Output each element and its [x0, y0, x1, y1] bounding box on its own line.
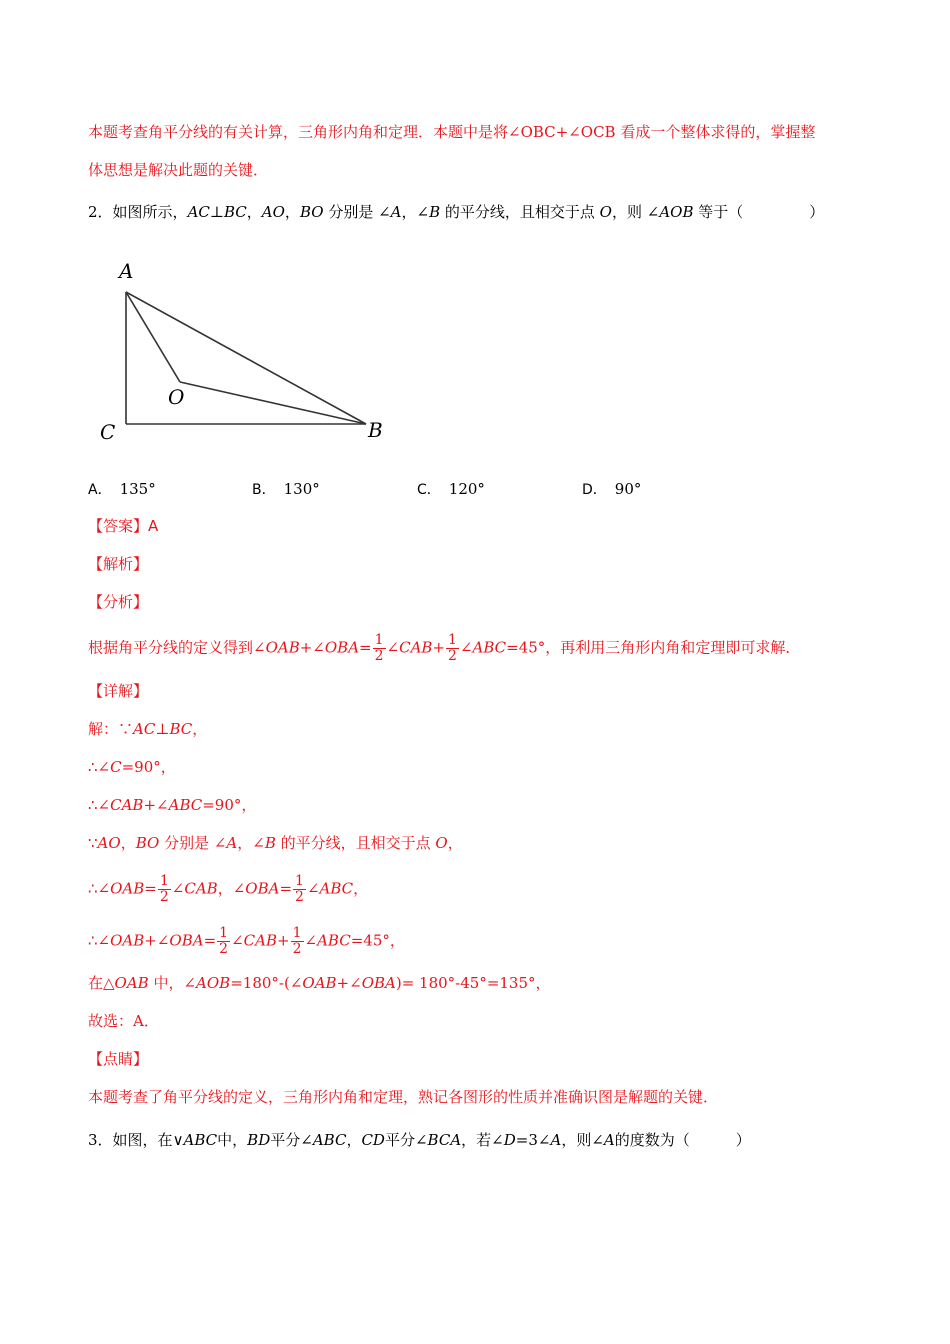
- step-text: ∠: [306, 879, 320, 898]
- step-text: +∠: [143, 796, 169, 814]
- q2-math: AC: [187, 203, 210, 221]
- fenxi-text: =: [359, 638, 372, 657]
- q2-math: B: [429, 203, 441, 221]
- fraction-denominator: 2: [219, 941, 229, 957]
- q2-text: 等于（: [693, 203, 744, 221]
- step-text: =: [279, 879, 293, 898]
- q3-text: ）: [735, 1131, 751, 1149]
- answer-line: [88, 515, 868, 537]
- step-8: [88, 1010, 868, 1032]
- review-tag: [88, 1048, 868, 1070]
- q3-text: 平分∠: [270, 1131, 313, 1149]
- fraction-denominator: 2: [448, 648, 457, 664]
- summary-text-2: 体思想是解决此题的关键．: [88, 161, 269, 179]
- option-b[interactable]: [252, 478, 320, 501]
- step-text: ，∠: [237, 834, 265, 852]
- question-2: [88, 201, 868, 223]
- step-math: CAB: [243, 931, 277, 950]
- q2-math: O: [599, 203, 612, 221]
- q2-text: 的平分线，且相交于点: [440, 203, 600, 221]
- fraction-numerator: 1: [159, 873, 169, 889]
- step-7: [88, 972, 868, 994]
- fraction-numerator: 1: [448, 632, 457, 648]
- step-math: OBA: [169, 931, 204, 950]
- fenxi-math: OBA: [324, 638, 360, 657]
- fraction-denominator: 2: [295, 889, 304, 905]
- fenxi-tag-text: 【分析】: [88, 593, 149, 611]
- step-math: OAB: [302, 974, 337, 992]
- step-text: ，: [192, 720, 208, 738]
- step-math: AO: [97, 834, 121, 852]
- step-text: 分别是 ∠: [159, 834, 227, 852]
- q3-math: ABC: [312, 1131, 347, 1149]
- step-text: ∴∠: [88, 758, 111, 776]
- fraction: [217, 926, 230, 957]
- q3-text: ，则∠: [561, 1131, 604, 1149]
- step-math: OAB: [110, 931, 145, 950]
- step-math: CAB: [184, 879, 218, 898]
- fenxi-text: ∠: [459, 638, 473, 657]
- analysis-tag-text: 【解析】: [88, 555, 149, 573]
- question-3: [88, 1129, 868, 1151]
- fraction: [293, 874, 306, 905]
- step-text: =: [144, 879, 157, 898]
- q2-math: A: [390, 203, 402, 221]
- step-text: ，: [120, 834, 136, 852]
- step-text: ∴∠: [88, 879, 111, 898]
- q2-text: ，则 ∠: [611, 203, 660, 221]
- step-6: [88, 926, 868, 957]
- step-math: ABC: [319, 879, 354, 898]
- option-value: 130°: [283, 480, 320, 498]
- fenxi-line: [88, 633, 868, 664]
- step-text: ，: [353, 879, 369, 898]
- q2-text: ，: [284, 203, 300, 221]
- step-text: 故选：A．: [88, 1012, 159, 1030]
- step-text: +∠: [336, 974, 362, 992]
- label-a: A: [119, 259, 134, 283]
- option-d[interactable]: [582, 478, 641, 501]
- option-value: 120°: [448, 480, 485, 498]
- label-o: O: [168, 385, 185, 409]
- answer-tag: 【答案】: [88, 517, 149, 535]
- step-math: C: [110, 758, 122, 776]
- option-value: 90°: [614, 480, 642, 498]
- q3-text: ，: [346, 1131, 362, 1149]
- step-math: BO: [135, 834, 160, 852]
- q2-math: AOB: [659, 203, 694, 221]
- option-key: C．: [417, 482, 441, 498]
- q2-text: 如图所示，: [112, 203, 188, 221]
- q2-math: BC: [223, 203, 247, 221]
- q2-text: ，∠: [401, 203, 430, 221]
- step-text: ∴∠: [88, 796, 111, 814]
- q2-text: ）: [809, 203, 825, 221]
- step-text: =90°，: [202, 796, 257, 814]
- segment-ao: [126, 292, 180, 382]
- label-b: B: [368, 418, 383, 442]
- step-text: ，∠: [217, 879, 246, 898]
- step-math: O: [435, 834, 448, 852]
- fraction: [373, 633, 386, 664]
- q3-math: D: [503, 1131, 516, 1149]
- option-key: A．: [88, 482, 112, 498]
- detail-tag-text: 【详解】: [88, 682, 149, 700]
- review-tag-text: 【点睛】: [88, 1050, 149, 1068]
- question-number: 2．: [88, 203, 113, 221]
- fraction-denominator: 2: [159, 889, 169, 905]
- step-text: ∵: [88, 834, 98, 852]
- step-4: [88, 832, 868, 854]
- q3-text: =3∠: [515, 1131, 551, 1149]
- step-math: A: [226, 834, 238, 852]
- fenxi-text: 根据角平分线的定义得到∠: [88, 638, 266, 657]
- option-key: B．: [252, 482, 276, 498]
- fenxi-text: ∠: [386, 638, 400, 657]
- step-text: 在△: [88, 974, 115, 992]
- fraction: [158, 874, 171, 905]
- step-text: 的平分线，且相交于点: [275, 834, 436, 852]
- step-math: AC: [133, 720, 156, 738]
- step-2: [88, 756, 868, 778]
- step-math: ABC: [168, 796, 203, 814]
- q2-text: ⊥: [209, 203, 224, 221]
- fraction-numerator: 1: [374, 632, 384, 648]
- q3-math: ∨ABC: [172, 1131, 218, 1149]
- step-text: ，: [447, 834, 463, 852]
- step-text: =180°-(∠: [230, 974, 303, 992]
- fraction-numerator: 1: [292, 925, 302, 941]
- step-text: ∠: [171, 879, 185, 898]
- summary-text-1: 本题考查角平分线的有关计算，三角形内角和定理．本题中是将∠OBC+∠OCB 看成一个整体求得的，掌握整: [88, 123, 816, 141]
- step-text: 中，∠: [148, 974, 197, 992]
- q3-math: CD: [361, 1131, 385, 1149]
- step-text: )= 180°-45°=135°，: [395, 974, 551, 992]
- q3-math: BD: [247, 1131, 271, 1149]
- q3-text: 平分∠: [384, 1131, 428, 1149]
- triangle-figure: [92, 254, 402, 454]
- review-body: 本题考查了角平分线的定义，三角形内角和定理，熟记各图形的性质并准确识图是解题的关键．: [88, 1088, 719, 1106]
- answer-value: A: [148, 517, 159, 535]
- q3-text: ，若∠: [461, 1131, 504, 1149]
- fenxi-math: OAB: [265, 638, 300, 657]
- step-5: [88, 874, 868, 905]
- option-a[interactable]: [88, 478, 156, 501]
- step-text: +: [277, 931, 290, 950]
- q2-math: AO: [261, 203, 285, 221]
- fenxi-tag: [88, 591, 868, 613]
- analysis-tag: [88, 553, 868, 575]
- step-text: ⊥: [155, 720, 170, 738]
- fraction-numerator: 1: [295, 873, 304, 889]
- step-text: =90°，: [121, 758, 176, 776]
- summary-line-1: [88, 121, 868, 143]
- detail-tag: [88, 680, 868, 702]
- q3-math: A: [603, 1131, 615, 1149]
- step-text: 解：∵: [88, 720, 134, 738]
- step-text: =45°，: [350, 931, 405, 950]
- fenxi-text: +∠: [299, 638, 325, 657]
- q3-text: 如图，在: [112, 1131, 173, 1149]
- fraction-denominator: 2: [292, 941, 302, 957]
- step-math: BC: [169, 720, 193, 738]
- summary-line-2: [88, 159, 868, 181]
- label-c: C: [100, 420, 116, 444]
- step-text: +∠: [144, 931, 170, 950]
- fraction-numerator: 1: [219, 925, 229, 941]
- fraction: [446, 633, 459, 664]
- step-math: OAB: [110, 879, 145, 898]
- step-math: CAB: [110, 796, 144, 814]
- q2-text: ，: [246, 203, 262, 221]
- step-text: ∠: [231, 931, 244, 950]
- segment-ab: [126, 292, 366, 424]
- step-math: OBA: [245, 879, 280, 898]
- step-math: ABC: [317, 931, 351, 950]
- review-text: [88, 1086, 868, 1108]
- q2-text: 分别是 ∠: [323, 203, 391, 221]
- step-text: =: [203, 931, 217, 950]
- step-1: [88, 718, 868, 740]
- q3-text: 中，: [217, 1131, 248, 1149]
- segment-ob: [180, 382, 366, 424]
- fenxi-math: CAB: [399, 638, 433, 657]
- fraction-denominator: 2: [374, 648, 384, 664]
- step-math: AOB: [196, 974, 231, 992]
- step-math: B: [264, 834, 276, 852]
- step-math: OBA: [361, 974, 396, 992]
- option-key: D．: [582, 482, 607, 498]
- q2-math: BO: [299, 203, 324, 221]
- fraction: [291, 926, 304, 957]
- option-c[interactable]: [417, 478, 485, 501]
- q3-math: A: [550, 1131, 562, 1149]
- q3-text: 的度数为（: [614, 1131, 690, 1149]
- fenxi-text: =45°，再利用三角形内角和定理即可求解．: [506, 638, 801, 657]
- fenxi-text: +: [432, 638, 446, 657]
- step-text: ∴∠: [88, 931, 111, 950]
- fenxi-math: ABC: [472, 638, 507, 657]
- step-text: ∠: [304, 931, 318, 950]
- step-3: [88, 794, 868, 816]
- option-value: 135°: [119, 480, 156, 498]
- step-math: OAB: [114, 974, 149, 992]
- q3-math: BCA: [427, 1131, 462, 1149]
- question-number: 3．: [88, 1131, 113, 1149]
